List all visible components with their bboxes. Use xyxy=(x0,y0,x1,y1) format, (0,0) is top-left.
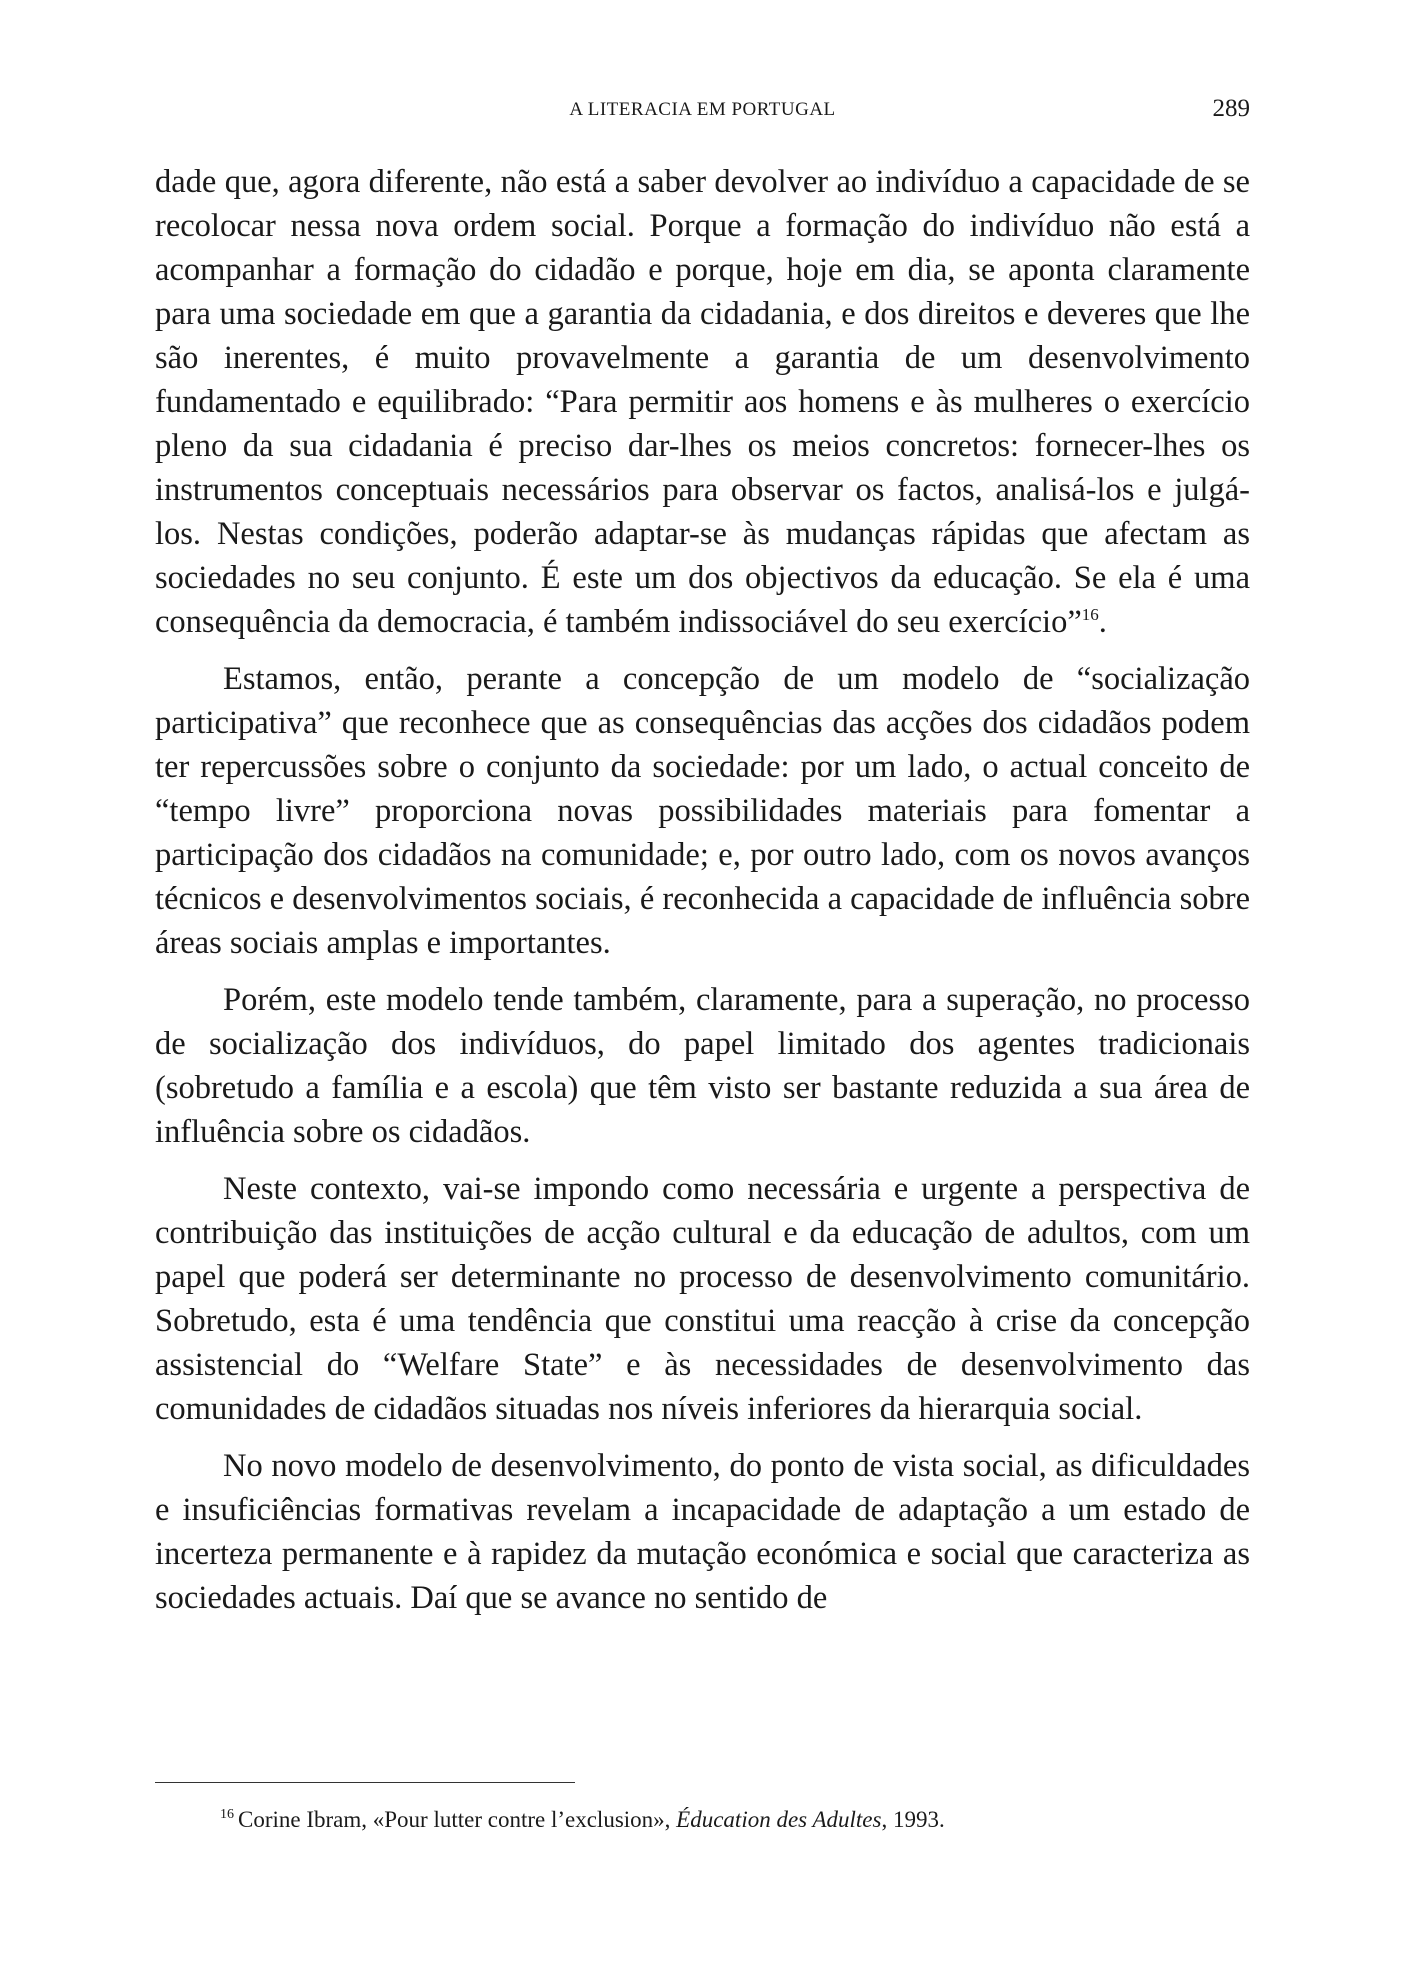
running-title: A LITERACIA EM PORTUGAL xyxy=(569,99,836,120)
footnote-divider xyxy=(155,1782,575,1783)
running-head xyxy=(155,95,1250,125)
body-text xyxy=(155,160,1250,1633)
paragraph-2: Estamos, então, perante a concepção de um modelo de “socialização participativa” que reconhece que as consequências das acções dos cidadãos podem ter repercussões sobre o conjunto da sociedade: por um lado, o actual conceito de “tempo livre” proporciona novas possibilidades materiais para fomentar a participação dos cidadãos na comunidade; e, por outro lado, com os novos avanços técnicos e desenvolvimentos sociais, é reconhecida a capacidade de influência sobre áreas sociais amplas e importantes. xyxy=(155,661,1250,961)
footnote-number: 16 xyxy=(220,1807,234,1823)
paragraph-4: Neste contexto, vai-se impondo como necessária e urgente a perspectiva de contribuição das instituições de acção cultural e da educação de adultos, com um papel que poderá ser determinante no processo de desenvolvimento comunitário. Sobretudo, esta é uma tendência que constitui uma reacção à crise da concepção assistencial do “Welfare State” e às necessidades de desenvolvimento das comunidades de cidadãos situadas nos níveis inferiores da hierarquia social. xyxy=(155,1171,1250,1427)
page-number: 289 xyxy=(1212,95,1250,122)
footnote xyxy=(220,1805,1250,1835)
paragraph-5: No novo modelo de desenvolvimento, do ponto de vista social, as dificuldades e insuficiências formativas revelam a incapacidade de adaptação a um estado de incerteza permanente e à rapidez da mutação económica e social que caracteriza as sociedades actuais. Daí que se avance no sentido de xyxy=(155,1448,1250,1616)
footnote-reference[interactable]: 16 xyxy=(1081,605,1099,625)
footnote-publication: Éducation des Adultes xyxy=(676,1807,882,1832)
paragraph-1-text: dade que, agora diferente, não está a saber devolver ao indivíduo a capacidade de se recolocar nessa nova ordem social. Porque a formação do indivíduo não está a acompanhar a formação do cidadão e porque, hoje em dia, se aponta claramente para uma sociedade em que a garantia da cidadania, e dos direitos e deveres que lhe são inerentes, é muito provavelmente a garantia de um desenvolvimento fundamentado e equilibrado: “Para permitir aos homens e às mulheres o exercício pleno da sua cidadania é preciso dar-lhes os meios concretos: fornecer-lhes os instrumentos conceptuais necessários para observar os factos, analisá-los e julgá-los. Nestas condições, poderão adaptar-se às mudanças rápidas que afectam as sociedades no seu conjunto. É este um dos objectivos da educação. Se ela é uma consequência da democracia, é também indissociável do seu exercício” xyxy=(155,164,1250,640)
paragraph-1 xyxy=(155,160,1250,644)
paragraph-1-end: . xyxy=(1098,604,1107,640)
paragraph-3: Porém, este modelo tende também, claramente, para a superação, no processo de socialização dos indivíduos, do papel limitado dos agentes tradicionais (sobretudo a família e a escola) que têm visto ser bastante reduzida a sua área de influência sobre os cidadãos. xyxy=(155,982,1250,1150)
footnote-author-title: Corine Ibram, «Pour lutter contre l’exclusion», xyxy=(238,1807,677,1832)
footnote-year: , 1993. xyxy=(881,1807,945,1832)
